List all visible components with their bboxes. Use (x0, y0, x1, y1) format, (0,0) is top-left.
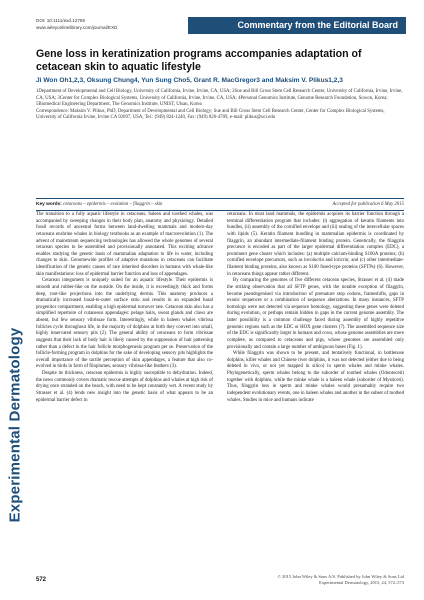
doi-block (36, 18, 117, 31)
keywords-list: cetaceans – epidermis – evolution – filaggrin – skin (63, 202, 163, 207)
journal-url-link[interactable]: www.wileyonlinelibrary.com/journal/EXD (36, 24, 118, 30)
copyright-text: © 2015 John Wiley & Sons A/S. Published by John Wiley & Sons Ltd (277, 574, 404, 579)
affiliations-text: 1Department of Developmental and Cell Biology, University of California, Irvine, Irvine, CA, USA; 2Sue and Bill Gross Stem Cell Research Center, University of California, Irvine, Irvine, CA, USA; 3Center for Complex Biological Systems, University of California, Irvine, Irvine, CA, USA; 4Personal Genomics Institute, Genome Research Foundation, Suwon, Korea; 5Biomedical Engineering Department, The Genomics Institute, UNIST, Ulsan, Korea (36, 89, 403, 107)
correspondence-text: Correspondence: Maksim V. Plikus, PhD, Department of Developmental and Cell Biology; Sue and Bill Gross Stem Cell Research Center, Center for Complex Biological Systems, University of California Irvine, Irvine CA 92697, USA, Tel.: (949) 824-1240, Fax: (949) 826-4709, e-mail: plikus@uci.edu (36, 108, 385, 120)
doi-text: DOI: 10.1111/exd.12756 (36, 18, 86, 23)
citation-text: Experimental Dermatology, 2015, 24, 572–573 (319, 580, 404, 585)
page-footer (184, 574, 404, 586)
body-paragraph: By comparing the genomes of five different cetacean species, Strasser et al. (4) made the striking observation that all SFTP genes, with the notable exception of filaggrin, become pseudogenised via introduction of premature stop codons, frameshifts, gaps in exonic sequences or a combination of sequence aberrations. In many instances, SFTP homologs were not detected via sequence homology, suggesting these genes were deleted during evolution, or perhaps remain hidden in gaps in the current genome assembly. The latter possibility is a common challenge faced during assembly of highly repetitive genomic regions such as the EDC or HOX gene clusters (7). The assembled sequence size of the EDC is significantly larger in humans and cows, whose genome assemblies are more complete, as compared to cetaceans and pigs, whose genomes are assembled only provisionally and contain a large number of ambiguous bases (Fig. 1). (227, 278, 404, 350)
journal-sidebar (4, 265, 26, 585)
author-list: Ji Won Oh1,2,3, Oksung Chung4, Yun Sung Cho5, Grant R. MacGregor3 and Maksim V. Plikus1,2,3 (36, 77, 343, 84)
body-column-left (36, 212, 213, 404)
body-paragraph: While filaggrin was shown to be present, and tentatively functional, in bottlenose dolphins, killer whales and Chinese river dolphins, it was not detected (either due to being deleted in vivo, or not yet mapped in silico) in sperm whales and minke whales. Phylogenetically, sperm whales belong to the suborder of toothed whales (Odontoceti) together with dolphins, while the minke whale is a baleen whale (suborder of Mysticeti). Thus, filaggrin loss in sperm and minke whales would presumably require two independent evolutionary events, one in baleen whales and another in the subset of toothed whales. Studies in mice and humans indicate (227, 351, 404, 403)
body-paragraph: Despite its thickness, cetacean epidermis is highly susceptible to dehydration. Indeed, the news commonly covers dramatic rescue attempts of dolphins and whales at high risk of drying once stranded on the beach, with need to be kept constantly wet. A recent study by Strasser et al. (4) lends new insight into the genetic basis of what appears to be an epidermal barrier defect in (36, 371, 213, 403)
body-paragraph: The transition to a fully aquatic lifestyle in cetaceans, baleen and toothed whales, was accompanied by sweeping changes in their body plan, anatomy and physiology. Detailed fossil records of ancestral forms between land-dwelling mammals and modern-day cetaceans enshrine whales in biology textbooks as an example of macroevolution (1). The advent of mainstream sequencing technologies has allowed the whole genomes of several cetacean species to be assembled and provisionally annotated. This exciting advance enables studying the genetic basis of mammalian adaptation to life in water, including changes to skin. Genomewide profiles of adaptive mutations in cetaceans can facilitate identification of the genetic causes of rare inherited disorders in humans with whale-like skin manifestations: loss of epidermal barrier function and loss of appendages. (36, 212, 213, 277)
journal-sidebar-title: Experimental Dermatology (6, 327, 24, 523)
body-paragraph: Cetacean integument is uniquely suited for an aquatic lifestyle. Their epidermis is smooth and rubber-like on the outside. On the inside, it is exceedingly thick and forms deep, root-like projections into the underlying dermis. This anatomy produces a dramatically increased basal-to-outer surface ratio and results in an expanded basal progenitor compartment, enabling a high epidermal turnover rate. Cetacean skin also has a simplified repertoire of cutaneous appendages: pelage hairs, sweat glands and claws are absent, but few sensory vibrissae form. Interestingly, while in baleen whales vibrissa follicles cycle throughout life, in the majority of dolphins at birth they convert into small, highly innervated sensory pits (2). The general ability of cetaceans to form vibrissae suggests that their lack of body hair is likely caused by the suppression of hair patterning rather than a defect in the hair follicle morphogenesis program per se. Preservation of the follicle-forming program in dolphins for the sake of developing sensory pits highlights the overall importance of the tactile perception of skin appendages, a feature that also co-evolved in birds in form of filoplumes, sensory vibrissa-like feathers (3). (36, 278, 213, 370)
page-number: 572 (36, 577, 47, 583)
keywords-label: Key words: (36, 202, 62, 207)
body-column-right (227, 212, 404, 404)
accepted-date: Accepted for publication 6 May 2015 (332, 202, 404, 207)
article-title: Gene loss in keratinization programs accompanies adaptation of cetacean skin to aquatic lifestyle (36, 48, 362, 73)
body-paragraph: cetaceans. In most land mammals, the epidermis acquires its barrier function through a terminal differentiation program that includes: (i) aggregation of keratin filaments into bundles, (ii) assembly of the cornified envelope and (iii) sealing of the intercellular spaces with lipids (5). Keratin filament bundling in mammalian epidermis is coordinated by filaggrin, an abundant intermediate-filament binding protein. Genetically, the filaggrin precursor is encoded as part of the larger epidermal differentiation complex (EDC), a prominent gene cluster which includes: (a) multiple calcium-binding S100A proteins; (b) cornified envelope precursors, such as involucrin and loricrin; and (c) other intermediate-filament binding proteins, also known as S100 fused-type proteins (SFTPs) (6). However, in cetaceans things appear rather different. (227, 212, 404, 277)
keywords-bar (36, 198, 404, 211)
affiliations-block (36, 89, 404, 122)
section-banner: Commentary from the Editorial Board (188, 17, 406, 34)
